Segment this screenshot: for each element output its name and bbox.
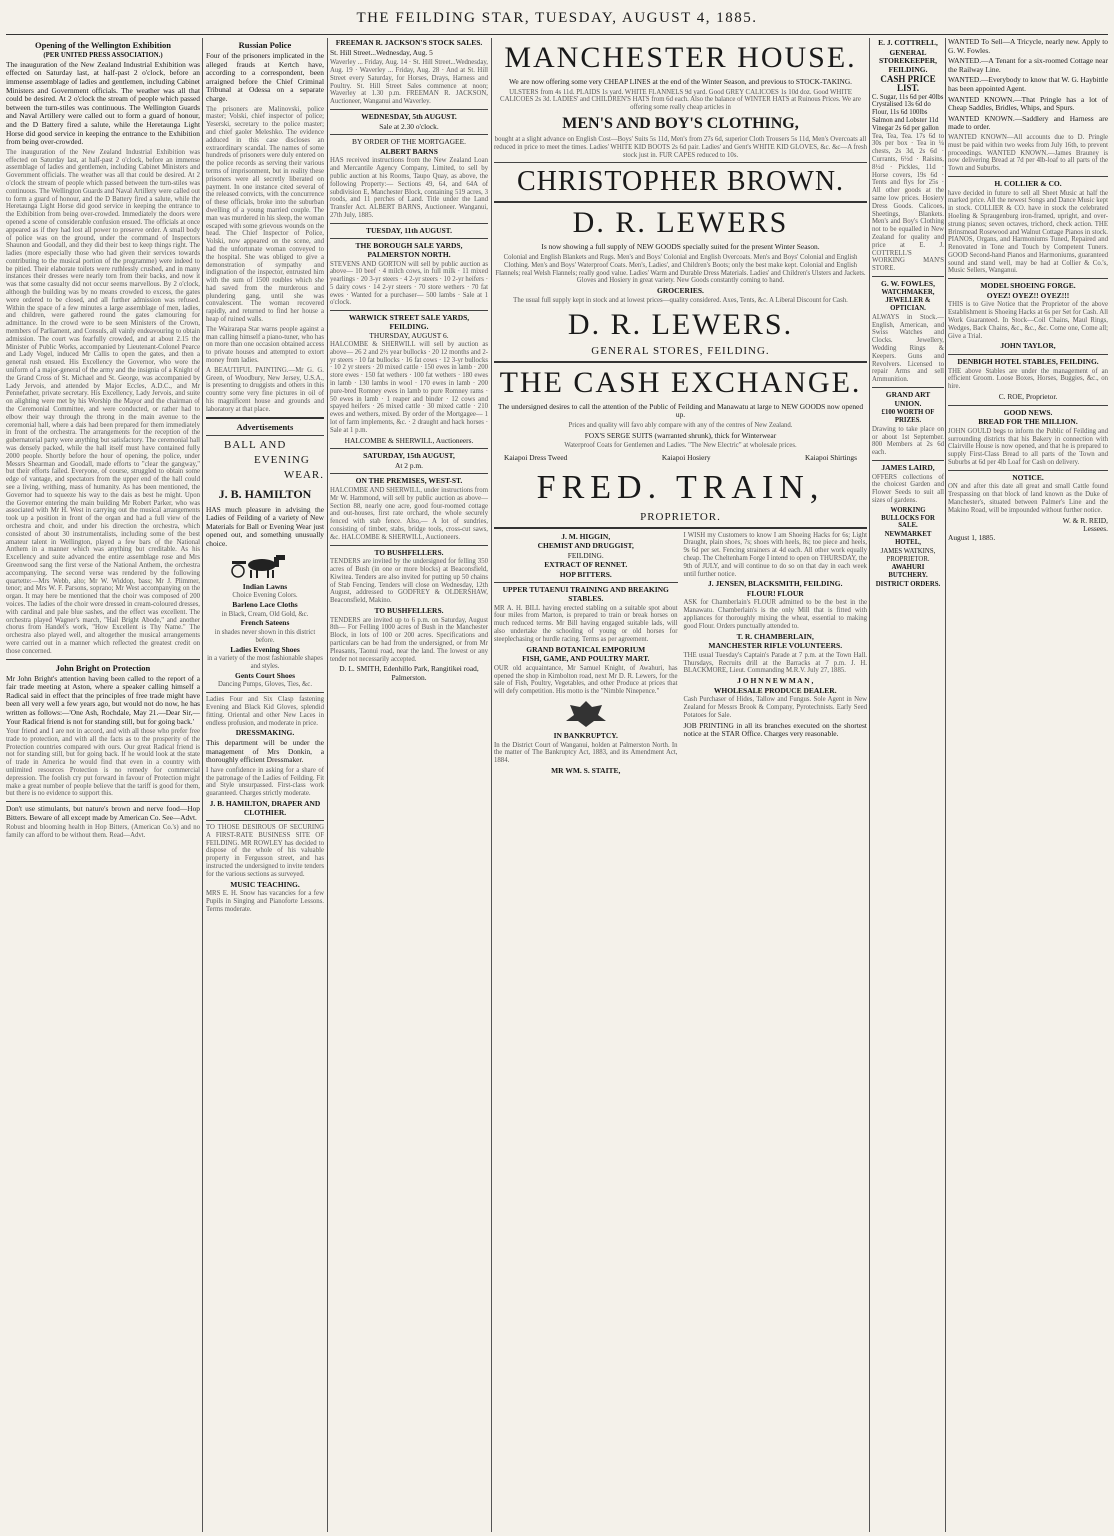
advertiser-name: NEWMARKET HOTEL, — [884, 531, 932, 546]
column-5 — [872, 38, 944, 1536]
advert-body-filler: OFFERS collections of the choicest Garden and Flower Seeds to suit all sizes of gardens. — [872, 473, 944, 504]
notice-date: August 1, 1885. — [948, 532, 996, 542]
section-rule — [872, 387, 944, 388]
section-rule — [948, 470, 1108, 471]
article-body: Mr John Bright's attention having been called to the report of a fair trade meeting at Aston, where a speaker calling himself a Radical said in effect that the principles of free trade might have been all very well a few years ago, but would not do now, he has written as follows:—'One Ash, Rochdale, May 21.—Dear Sir,—Your Radical friend is not for standing still, but for going back.' — [6, 673, 200, 726]
advert-body-filler: MR A. H. BILL having erected stabling on a suitable spot about four miles from Marton, is prepared to train or break horses on much reduced terms. Mr Bill having engaged suitable lads, will also undertake the schooling of young or old horses for steeplechasing or hurdle racing. Terms as per agreement. — [494, 604, 678, 643]
section-rule — [494, 582, 678, 583]
product-heading: HOP BITTERS. — [559, 569, 612, 579]
section-heading: MUSIC TEACHING. — [230, 879, 300, 889]
advert-heading: WORKING BULLOCKS FOR SALE. — [881, 506, 935, 530]
product-desc: in a variety of the most fashionable shapes and styles. — [207, 655, 323, 670]
advert-title: THE CASH EXCHANGE. — [499, 365, 862, 399]
advert-body-filler: ON and after this date all great and small Cattle found Trespassing on that block of land known as the Duke of Manchester's, situated between Palmer's Line and the Makino Road, will be impounded without further notice. — [948, 483, 1108, 514]
section-rule — [948, 405, 1108, 406]
advert-body-filler: The usual full supply kept in stock and at lowest prices—quality considered. Axes, Tents, &c. A Liberal Discount for Cash. — [513, 296, 848, 304]
section-rule — [948, 278, 1108, 279]
advert-body-filler: Drawing to take place on or about 1st September. 800 Members at 2s 6d each. — [872, 425, 944, 457]
advert-subtitle: £100 WORTH OF PRIZES. — [881, 409, 935, 425]
advert-body-filler: TENDERS are invited by the undersigned for felling 350 acres of Bush (in one or more blocks) at Beaconsfield, Kiwitea. Tenders are also invited for putting up 50 chains of Stab Fencing. Tenders will close on Wednesday, 12th August, addressed to GODFREY & OLDERSHAW, Beaconsfield, Makino. — [330, 558, 488, 605]
wanted-ad: WANTED.—Everybody to know that W. G. Haybittle has been appointed Agent. — [948, 75, 1108, 93]
advert-heading: DISTRICT ORDERS. — [875, 580, 941, 588]
column-divider — [327, 38, 328, 1532]
sale-venue: ON THE PREMISES, WEST-ST. — [355, 476, 463, 486]
section-rule — [330, 310, 488, 311]
advert-body-filler: THE above Stables are under the management of an efficient Groom. Loose Boxes, Horses, Buggies, &c., on hire. — [948, 367, 1108, 391]
section-rule — [494, 361, 867, 363]
kaiapoi-item: Kaiapoi Shirtings — [805, 452, 857, 462]
section-rule — [330, 473, 488, 474]
sale-venue: THE BOROUGH SALE YARDS, PALMERSTON NORTH. — [355, 241, 463, 259]
kaiapoi-row — [494, 452, 867, 465]
article-heading: John Bright on Protection — [55, 662, 151, 673]
product-desc: in Black, Cream, Old Gold, &c. — [221, 610, 309, 618]
article-body: The inauguration of the New Zealand Industrial Exhibition was effected on Saturday last, at half-past 2 o'clock, before an immense assemblage of ladies and gentlemen, including Cabinet Ministers and Government officials. The weather was all that could be desired. At 2 o'clock the stream of people which passed between the turn-stiles was continuous. The Wellington Guards and Naval Artillery were called out to form a guard of honour, and the D Battery fired a salute, while the Heretaunga Light Horse did good service in keeping the entrance to the Exhibition from being over-crowded. — [6, 59, 200, 147]
advertiser-name: J. JENSEN, BLACKSMITH, FEILDING. — [708, 579, 843, 589]
ball-heading: BALL AND — [224, 438, 287, 451]
advert-body-filler: In the District Court of Wanganui, holden at Palmerston North. In the matter of The Bankruptcy Act, 1883, and its Amendment Act, 1884. — [494, 741, 678, 765]
sale-order: BY ORDER OF THE MORTGAGEE. — [352, 137, 466, 147]
advert-hop-bitters: Don't use stimulants, but nature's brown and nerve food—Hop Bitters. Beware of all except made by American Co. See—Advt. — [6, 804, 200, 822]
advert-body-filler: HALCOMBE & SHERWILL will sell by auction as above— 26 2 and 2½ year bullocks · 20 12 months and 2-yr steers · 10 fat bullocks · 16 fat cows · 12 3-yr bullocks · 10 2 yr steers · 20 mixed cattle · 150 ewes in lamb · 200 store ewes · 150 fat wethers · 100 fat wethers · 180 ewes in lamb · 130 lambs in wool · 170 ewes in lamb · 200 pure-bred Romney ewes in lamb to pure Romney rams · 50 ewes in lamb · 1 reaper and binder · 12 cows and spayed heifers · 26 mixed cattle · 30 mixed cattle · 210 ewes and wethers, mixed. By order of the Mortgagee— 1 lot of farm implements, &c. · 2 draught and hack horses · Sale at 1 p.m. — [330, 341, 488, 434]
auctioneer-signature: HALCOMBE & SHERWILL, Auctioneers. — [344, 435, 474, 445]
advert-body-filler: Prices and quality will favo ably compare with any of the centres of New Zealand. — [568, 421, 793, 429]
section-rule — [206, 417, 324, 419]
advert-heading: GRAND ART UNION. — [885, 390, 931, 408]
advertiser-name: G. W. FOWLES, — [881, 278, 935, 288]
ball-heading: WEAR. — [283, 468, 324, 481]
price-line: Salmon and Lobster 11d — [872, 116, 939, 124]
advert-heading: BREAD FOR THE MILLION. — [978, 417, 1078, 427]
ball-heading: EVENING — [254, 453, 310, 466]
advert-place: FEILDING. — [567, 550, 604, 560]
column-divider — [202, 38, 203, 1532]
product-heading: EXTRACT OF RENNET. — [544, 560, 628, 570]
section-rule — [206, 692, 324, 693]
column-3 — [330, 38, 488, 1536]
advertiser-name: T. R. CHAMBERLAIN, — [736, 631, 814, 641]
column-4 — [494, 38, 867, 1536]
wanted-ad: WANTED KNOWN.—Saddlery and Harness are made to order. — [948, 113, 1108, 132]
lower-ads — [494, 532, 867, 777]
advertiser-name: J O H N N E W M A N , — [737, 676, 814, 686]
advert-body-filler: Cash Purchaser of Hides, Tallow and Fungus. Sole Agent in New Zealand for Messrs Brook & Company, Pyrotechnists. Early Seed Potatoes for Sale. — [683, 696, 867, 720]
advert-body-filler: HAS received instructions from the New Zealand Loan and Mercantile Agency Company, Limited, to sell by public auction at his Rooms, Taupo Quay, as above, the following Property:— Sections 49, 64, and 64A of subdivision E, Manchester Block, containing 519 acres, 3 roods, and 11 perches of Land. Title under the Land Transfer Act. ALBERT BARNS, Auctioneer. Wanganui, 27th July, 1885. — [330, 157, 488, 219]
section-rule — [330, 238, 488, 239]
section-rule — [494, 527, 867, 529]
advert-subtitle: GENERAL STORES, FEILDING. — [591, 344, 770, 357]
advert-body: FOX'S SERGE SUITS (warranted shrunk), thick for Winterwear — [584, 430, 777, 440]
advert-title: D. R. LEWERS — [572, 206, 789, 240]
price-line: Flour, 11s 6d 100lbs — [872, 109, 928, 117]
advert-body-filler: Waterproof Coats for Gentlemen and Ladies. "The New Electric" at wholesale prices. — [564, 442, 797, 450]
section-heading: TO BUSHFELLERS. — [374, 547, 444, 557]
section-rule — [330, 448, 488, 449]
article-source: (PER UNITED PRESS ASSOCIATION.) — [43, 52, 163, 59]
column-divider — [869, 38, 870, 1532]
sale-time: Sale at 2.30 o'clock. — [379, 121, 439, 131]
column-1 — [6, 38, 200, 1536]
section-rule — [494, 201, 867, 203]
sale-date: TUESDAY, 11th AUGUST. — [365, 225, 452, 235]
kaiapoi-item: Kaiapoi Dress Tweed — [504, 452, 568, 462]
advert-body: HAS much pleasure in advising the Ladies of Feilding of a variety of New Materials for Ball or Evening Wear just opened out, and something unusually choice. — [206, 504, 324, 549]
advert-body: This department will be under the management of Mrs Donkin, a thoroughly efficient Dressmaker. — [206, 737, 324, 765]
advert-subtitle: JAMES WATKINS, PROPRIETOR. — [880, 547, 936, 563]
advertiser-signature: W. & R. REID, — [1062, 515, 1108, 525]
section-heading: DRESSMAKING. — [235, 728, 295, 738]
advert-body-filler: MRS E. H. Snow has vacancies for a few Pupils in Singing and Pianoforte Lessons. Terms moderate. — [206, 890, 324, 913]
advert-job-printing: JOB PRINTING in all its branches executed on the shortest notice at the STAR Office. Charges very reasonable. — [683, 720, 867, 739]
section-rule — [330, 223, 488, 224]
advert-subtitle: WATCHMAKER, JEWELLER & OPTICIAN. — [881, 289, 935, 313]
section-rule — [948, 176, 1108, 177]
product-desc: in shades never shown in this district before. — [214, 628, 316, 644]
advert-heading: UPPER TUTAENUI TRAINING AND BREAKING STABLES. — [502, 585, 669, 604]
advert-body-filler: THIS is to Give Notice that the Proprietor of the above Establishment is Shoeing Hacks at 6s per Set for Cash. All Work Guaranteed. In Stock—Coil Chains, Maul Rings, Wedges, Back Chains, &c., &c., &c. Come one, Come all; Give a Trial. — [948, 301, 1108, 340]
advert-body: The undersigned desires to call the attention of the Public of Feilding and Manawatu at large to NEW GOODS now opened up. — [497, 401, 864, 420]
advert-title: CHRISTOPHER BROWN. — [516, 166, 845, 198]
sale-date: THURSDAY, AUGUST 6. — [369, 331, 449, 341]
advert-title: D. R. LEWERS. — [567, 307, 794, 341]
advert-heading: AWAHURI BUTCHERY. — [888, 564, 928, 580]
advert-subtitle: MEN'S AND BOY'S CLOTHING, — [562, 114, 799, 132]
advertiser-name: J. B. HAMILTON — [218, 486, 312, 501]
price-line: C. Sugar, 11s 6d per 40lbs — [872, 93, 944, 101]
advert-body-filler: I WISH my Customers to know I am Shoeing Hacks for 6s; Light Draught, plain shoes, 7s; shoes with heels, 8s; toe piece and heels, 9s 6d per set. Fencing strainers at 4d each. All other work equally cheap. The Cheltenham Forge I intend to open on THURSDAY, the 9th of JULY, and will continue to do so on that day in each week until further notice. — [683, 531, 867, 578]
section-rule — [494, 162, 867, 163]
lower-ads-right — [684, 532, 868, 777]
advert-body-filler: I have confidence in asking for a share of the patronage of the Ladies of Feilding. Fit and Style unsurpassed. First-class work guaranteed. Charges strictly moderate. — [206, 766, 324, 798]
advert-heading: GRAND BOTANICAL EMPORIUM — [526, 644, 646, 654]
section-rule — [206, 820, 324, 821]
column-divider — [491, 38, 492, 1532]
advert-heading: DENBIGH HOTEL STABLES, FEILDING. — [957, 357, 1099, 367]
wanted-ads-filler: WANTED KNOWN—All accounts due to D. Pringle must be paid within two weeks from July 16th, to prevent proceedings. WANTED KNOWN.—James Brauney is now delivering Bread at 7d per 4lb-loaf to all parts of the Town and Suburbs. — [948, 133, 1108, 173]
advertiser-signature: C. ROE, Proprietor. — [998, 392, 1058, 402]
article-body-filler: The Wairarapa Star warns people against a man calling himself a piano-tuner, who has on more than one occasion obtained access to private houses and attempted to extort money from ladies. — [206, 325, 324, 365]
advert-heading: NOTICE. — [1012, 472, 1044, 482]
advert-body-filler: THE usual Tuesday's Captain's Parade at 7 p.m. at the Town Hall. Thursdays, Recruits drill at the Barracks at 7 p.m. J. H. BLACKMORE, Lieut. Commanding M.R.V. July 27, 1885. — [683, 651, 867, 675]
column-2 — [206, 38, 324, 1536]
price-line: Crystalised 13s 6d do — [872, 101, 931, 109]
article-rule — [6, 801, 200, 802]
product-heading: French Sateens — [240, 618, 290, 628]
advert-body-filler: ALWAYS in Stock.—English, American, and Swiss Watches and Clocks. Jewellery, Wedding Rings & Keepers. Guns and Revolvers. Licensed to repair Arms and sell Ammunition. — [872, 313, 944, 384]
advert-subtitle: PROPRIETOR. — [640, 510, 721, 523]
advert-body-filler: bought at a slight advance on English Cost—Boys' Suits 5s 11d, Men's from 27s 6d, superior Cloth Trousers 5s 11d, Men's Overcoats all reduced in price to meet the times. Ladies' WHITE KID BOOTS 2s 6d pair. Ladies' and Gent's WHITE KID GLOVES, &c. &c—A fresh stock just in. FUR CAPES reduced to 10s. — [494, 135, 867, 159]
kaiapoi-item: Kaiapoi Hosiery — [661, 452, 711, 462]
advert-body-filler: Ladies Four and Six Clasp fastening Evening and Black Kid Gloves, splendid fitting. Oriental and other New Laces in endless profusion, and moderate in price. — [206, 696, 324, 727]
advertiser-name: MR WM. S. STAITE, — [551, 766, 621, 776]
section-rule — [948, 354, 1108, 355]
product-heading: Indian Lawns — [242, 581, 288, 591]
wanted-ad: WANTED To Sell—A Tricycle, nearly new. Apply to G. W. Fowles. — [948, 38, 1108, 55]
column-divider — [945, 38, 946, 1532]
wanted-ad: WANTED.—A Tenant for a six-roomed Cottage near the Railway Line. — [948, 56, 1108, 74]
section-rule — [330, 109, 488, 110]
article-body-filler: The prisoners are Malinovski, police master; Volski, chief inspector of police; Yeserski, secretary to the police master; and chief gaoler Meleshko. The evidence adduced in this case discloses an extraordinary scandal. The names of some hundreds of prisoners were duly entered on the police records as serving their various terms of imprisonment, but in reality these prisoners were all secretly liberated on payment. In one instance cited several of the released convicts, with the concurrence of these officials, broke into the suburban dwelling of a young married couple. The man was murdered in his sleep, the woman escaped with some grievous wounds on the head. The Chief Inspector of Police, Volski, now appeared on the scene, and had the unfortunate woman conveyed to the hospital. She was obliged to give a demonstration of sympathy and indignation of the inspector, entrusted him with the sum of 1500 roubles which she had saved from the murderous and plundering gang, until she was convalescent. The woman recovered rapidly, and returned to find her house a heap of ruined walls. — [206, 105, 324, 324]
article-body-filler: Your friend and I are not in accord, and with all those who prefer free trade to protection, and with all the facts as to the prosperity of the Protection countries compared with ours. Our great Radical friend is not for standing still, but for going back. If he would look at the state of trade in America he would find that even in a country with unlimited resources Protection is no remedy for commercial depression. The foolish cry put forward in favour of Protection might make a great number of people believe that the tariff is good for them, but there is no evidence to support this. — [6, 728, 200, 798]
product-desc: Dancing Pumps, Gloves, Ties, &c. — [217, 681, 313, 689]
section-heading: TO BUSHFELLERS. — [374, 605, 444, 615]
lower-ads-left — [494, 532, 678, 777]
product-desc: Choice Evening Colors. — [232, 592, 298, 600]
product-heading: Gents Court Shoes — [234, 670, 295, 680]
advertiser-name: H. COLLIER & CO. — [994, 178, 1062, 188]
advert-body-filler: TENDERS are invited up to 6 p.m. on Saturday, August 8th— For Felling 1000 acres of Bush in the Manchester Block, in lots of 100 or 200 acres. Specifications and particulars can be had from the undersigned, or from Mr Pleasants, Taonui road, near the land. The lowest or any tender not necessarily accepted. — [330, 616, 488, 663]
wanted-ad: WANTED KNOWN.—That Pringle has a lot of Cheap Saddles, Bridles, Whips, and Spurs. — [948, 94, 1108, 113]
sale-venue: WARWICK STREET SALE YARDS, FEILDING. — [348, 313, 470, 331]
advert-body-filler: STEVENS AND GORTON will sell by public auction as above— 10 beef · 4 milch cows, in full milk · 11 mixed yearlings · 20 3-yr steers · 4 2-yr steers · 10 2-yr heifers · 5 dairy cows · 14 2-yr steers · 70 store wethers · 70 fat ewes · Wanted for a purchaser— 500 lambs · Sale at 1 o'clock. — [330, 260, 488, 307]
advert-body-filler: have decided in future to sell all Sheet Music at half the marked price. All the newest Songs and Dance Music kept in stock. COLLIER & CO. have in stock the celebrated Hoeling & Spraugenburg iron-framed, upright, and over-strung pianos; seven octaves, trichord, check action. THE Brinsmead Rosewood and Walnut Cottage Pianos in stock. PIANOS, Organs, and Harmoniums Tuned, Repaired and Renovated in Tone and Touch by Competent Tuners. GOOD Second-hand Pianos and Harmoniums, guaranteed sound and stand well, may be had at Collier & Co.'s, Music Sellers, Wanganui. — [948, 189, 1108, 275]
advert-body-filler: OUR old acquaintance, Mr Samuel Knight, of Awahuri, has opened the shop in Kimbolton road, next Mr D. R. Lewers, for the sale of Fish, Poultry, Vegetables, and other Produce at prices that will defy competition. His motto is the "Nimble Ninepence." — [494, 664, 678, 696]
advert-heading: FLOUR! FLOUR — [746, 588, 804, 598]
advertiser-role: Lessees. — [1083, 524, 1108, 534]
section-heading: IN BANKRUPTCY. — [553, 731, 618, 741]
advert-heading: MANCHESTER RIFLE VOLUNTEERS. — [708, 641, 843, 651]
advertiser-signature: J. B. HAMILTON, DRAPER AND CLOTHIER. — [209, 798, 321, 817]
advert-title: FRED. TRAIN, — [536, 468, 825, 506]
price-list-title: CASH PRICE LIST. — [880, 74, 936, 93]
advertiser-name: JAMES LAIRD, — [881, 463, 935, 473]
article-rule — [6, 659, 200, 660]
sale-time: At 2 p.m. — [395, 460, 423, 470]
masthead: THE FEILDING STAR, TUESDAY, AUGUST 4, 1885. — [356, 10, 758, 26]
advertiser-name: E. J. COTTRELL, — [878, 38, 938, 47]
section-rule — [872, 460, 944, 461]
advert-heading: GOOD NEWS. — [1003, 407, 1053, 417]
sale-lines-filler: Waverley ... Friday, Aug. 14 · St. Hill Street...Wednesday, Aug. 19 · Waverley ... Friday, Aug. 28 · And at St. Hill Street every Saturday, for Horses, Drays, Harness and Poultry. St. Hill Street Sales commence at noon; Waverley at 1.30 p.m. FREEMAN R. JACKSON, Auctioneer, Wanganui and Waverley. — [330, 59, 488, 106]
masthead-rule — [6, 34, 1108, 35]
section-rule — [330, 134, 488, 135]
sale-date: SATURDAY, 15th AUGUST, — [363, 451, 455, 461]
article-body: Four of the prisoners implicated in the alleged frauds at Kertch have, according to a correspondent, been arraigned before the Chief Criminal Tribunal at Odessa on a separate charge. — [206, 51, 324, 103]
advert-body-filler: Colonial and English Blankets and Rugs. Men's and Boys' Colonial and English Overcoats. Men's and Boys' Colonial and English Clothing. Men's and Boys' Waterproof Coats. Men's, Ladies', and Children's Boots; only the best make kept. Colonial and English Flannels; real Welsh Flannels; really good value. Ladies' Warm and Durable Dress Materials. Ladies' and Children's Ulsters and Jackets. Gloves and Hosiery in great variety. New Goods constantly coming to hand. — [495, 253, 866, 285]
article-heading: Russian Police — [238, 40, 292, 50]
price-line: Vinegar 2s 6d per gallon — [872, 124, 939, 132]
crest-icon — [562, 699, 610, 729]
advertiser-signature: D. L. SMITH, Edenhillo Park, Rangitikei road, Palmerston. — [339, 664, 479, 682]
advertiser-name: J. M. HIGGIN, — [561, 531, 611, 541]
advert-subtitle: CHEMIST AND DRUGGIST, — [537, 541, 634, 551]
column-6 — [948, 38, 1108, 1536]
advert-body-filler: JOHN GOULD begs to inform the Public of Feilding and surrounding districts that his Bakery in connection with Clairville House is now opened, and that he is prepared to supply First-Class Bread to all parts of the Town and Suburbs at 6d per 4lb Loaf for Cash on delivery. — [948, 427, 1108, 466]
section-rule — [872, 276, 944, 277]
advert-body: Is now showing a full supply of NEW GOODS specially suited for the present Winter Season. — [541, 242, 820, 252]
advert-heading: MODEL SHOEING FORGE. — [980, 281, 1076, 291]
section-heading: Advertisements — [236, 421, 294, 432]
advert-subtitle: GENERAL STOREKEEPER, FEILDING. — [878, 47, 937, 74]
article-body-filler: A BEAUTIFUL PAINTING.—Mr G. G. Green, of Woodbury, New Jersey, U.S.A., is presenting to druggists and others in this country some very fine pictures in oil of his magnificent house and grounds and laboratory at that place. — [206, 366, 324, 413]
advert-heading: FREEMAN R. JACKSON'S STOCK SALES. — [335, 38, 483, 47]
auctioneer-name: ALBERT BARNS — [380, 146, 438, 156]
advert-title: MANCHESTER HOUSE. — [504, 41, 857, 74]
section-rule — [206, 435, 324, 436]
advert-heading: FISH, GAME, AND POULTRY MART. — [522, 654, 650, 664]
product-heading: Ladies Evening Shoes — [230, 644, 300, 654]
advert-filler: Robust and blooming health in Hop Bitters, (American Co.'s) and no family can afford to be without them. Read—Advt. — [6, 824, 200, 840]
advert-heading: OYEZ! OYEZ!! OYEZ!!! — [986, 290, 1070, 300]
advert-subtitle: WHOLESALE PRODUCE DEALER. — [713, 685, 837, 695]
section-heading: GROCERIES. — [657, 286, 704, 296]
product-heading: Barleno Lace Cloths — [232, 600, 298, 609]
advert-body-filler: ASK for Chamberlain's FLOUR admitted to be the best in the Manawatu. Chamberlain's is the only Mill that is fitted with appliances for thoroughly mixing the wheat, essential to making good Flour. Orders punctually attended to. — [683, 599, 867, 630]
section-rule — [330, 545, 488, 546]
advert-body: We are now offering some very CHEAP LINES at the end of the Winter Season, and previous to STOCK-TAKING. — [508, 77, 853, 86]
article-heading: Opening of the Wellington Exhibition — [35, 40, 171, 50]
advert-body-filler: HALCOMBE AND SHERWILL, under instructions from Mr W. Hammond, will sell by public auction as above— Section 88, nearly one acre, good four-roomed cottage and out-houses, first rate orchard, the whole securely fenced with stab fence. Also,— A lot of sundries, consisting of timber, stabs, bridge tools, cross-cut saws, &c. HALCOMBE & SHERWILL, Auctioneers. — [330, 487, 488, 541]
sale-line: St. Hill Street...Wednesday, Aug. 5 — [330, 47, 433, 57]
horse-cart-icon — [230, 553, 300, 579]
advertiser-name: JOHN TAYLOR, — [1000, 341, 1056, 351]
advert-body-filler: TO THOSE DESIROUS OF SECURING A FIRST-RATE BUSINESS SITE OF FEILDING. MR ROWLEY has decided to dispose of the whole of his valuable property in Fergusson street, and has instructed the undersigned to invite tenders for the various sections as surveyed. — [206, 824, 324, 878]
price-list-filler: Tea, Tea, Tea. 17s 6d to 30s per box · Tea in ¼ chests, 2s 3d, 2s 6d · Currants, 6½d · Raisins, 8½d · Pickles, 11d · Horse covers, 19s 6d · Tents and flys for 25s · All other goods at the same low prices. Hosiery Dress Goods. Calicoes, Sheetings, Blankets. Men's and Boy's Clothing not to be equalled in New Zealand for quality and price at E. J. COTTRELL'S WORKING MAN'S STORE. — [872, 132, 944, 273]
article-body-filler: The inauguration of the New Zealand Industrial Exhibition was effected on Saturday last, at half-past 2 o'clock, before an immense assemblage of ladies and gentlemen, including Cabinet Ministers and Government officials. The weather was all that could be desired. At 2 o'clock the stream of people which passed between the turn-stiles was continuous. The Wellington Guards and Naval Artillery were called out to form a guard of honour, and the D Battery fired a salute, while the Heretaunga Light Horse did good service in keeping the entrance to the Exhibition from being over-crowded. Immediately the doors were opened a scene of considerable confusion ensued. The officials at once appeared as if they had lost all power to preserve order. A small body of police was on the ground, under the command of Inspectors Shaunon and Goodall, and they did their best to keep things right. The ladies (more especially those who had given their services towards contributing to the musical portion of the programme) were indeed to be pitied. Their elaborate toilets were ruthlessly crushed, and in many instances their dresses were nearly torn from their backs, and now it was that some casualty did not occur seems marvellous. By 2 o'clock, although the building was by no means crowded to excess, the gates were ordered to be closed, and all further admission was refused. Within the space of a few minutes a large assemblage of men, ladies, and children, were gathered round the gates clamouring for admittance. In the crowd were to be seen Ministers of the Crown, members of Parliament, and Consuls, all vainly endeavouring to obtain admission. The court was fearfully crowded, and at about 2.15 the Minister of Public Works, accompanied by Lieutenant-Colonel Pearce and Lady Vogel, induced Mr Callis to open the gates, and then a general rush ensued. His Excellency the Governor, who wore the uniform of a major-general of the army and the insignia of a Knight of the Grand Cross of St. Michael and St. George, was accompanied by Lady Jervois, and attended by Major Eccles, A.D.C., and Mr Pennefather, private secretary. His Excellency, Lady Jervois, and suite on alighting were met by his Worship the Mayor and the chairman of the Ceremonial Committee, and were conducted, or rather had to elbow their way through the throng in the main avenue to the ceremonial hall, where a dais had been prepared for them immediately in front of the orchestra. The arrangements for the reception of the gubernatorial party were anything but satisfactory. The ceremonial hall was densely packed, while the hall itself must have contained fully 2000 people. Shortly before the hour of opening, the police, under Messrs Shearman and Goodall, made efforts to "clear the gangway," but their efforts failed. Everyone, of course, struggled to obtain some edge of vantage, and spectators from the upper end of the hall could see a living, writhing, mass of humanity. As has been mentioned, the Governor had to squeeze his way to the dais as best he might. Upon the Governor entering the main building Mr Robert Parker, who was associated with Mr H. West in carrying out the musical arrangements took up a position in front of the organ and had a full view of the orchestra and choir, and under his direction the orchestra, which consisted of about 30 instrumentalists, including some of the best amateur talent in Wellington, played a few bars of the National Anthem in a manner which was anything but creditable. As his Excellency and suite advanced the entire assemblage rose and Mrs Greenwood sang the first verse of the National Anthem, the orchestra accompanying. The second verse was rendered by the following quartette:—Mrs Webb, alto; Mr W. Widdop, bass; Mr J. Plimmer, tenor; and Mrs W. F. Parsons, soprano; Mr West accompanying on the organ. It may here be mentioned that the choir was composed of 200 voices. The ladies of the choir were dressed in cream-coloured dresses, with cardinal and pale blue sashes, and the effect was excellent. The orchestra played Wagner's march, "Hail Bright Abode," and another chorus from Handel's work, "How Excellent is Thy Name." The orchestra also played well, and altogether the musical arrangements were carried out in a manner which reflected the greatest credit on those concerned. — [6, 148, 200, 655]
advert-body-filler: ULSTERS from 4s 11d. PLAIDS 1s yard. WHITE FLANNELS 9d yard. Good GREY CALICOES 1s 10d doz. Good WHITE CALICOES 2s 3d. LADIES' and CHILDREN'S HATS from 6d each. Also the balance of WINTER HATS at Ruinous Prices. We are offering some really cheap articles in — [500, 88, 861, 112]
sale-date: WEDNESDAY, 5th AUGUST. — [361, 111, 457, 121]
